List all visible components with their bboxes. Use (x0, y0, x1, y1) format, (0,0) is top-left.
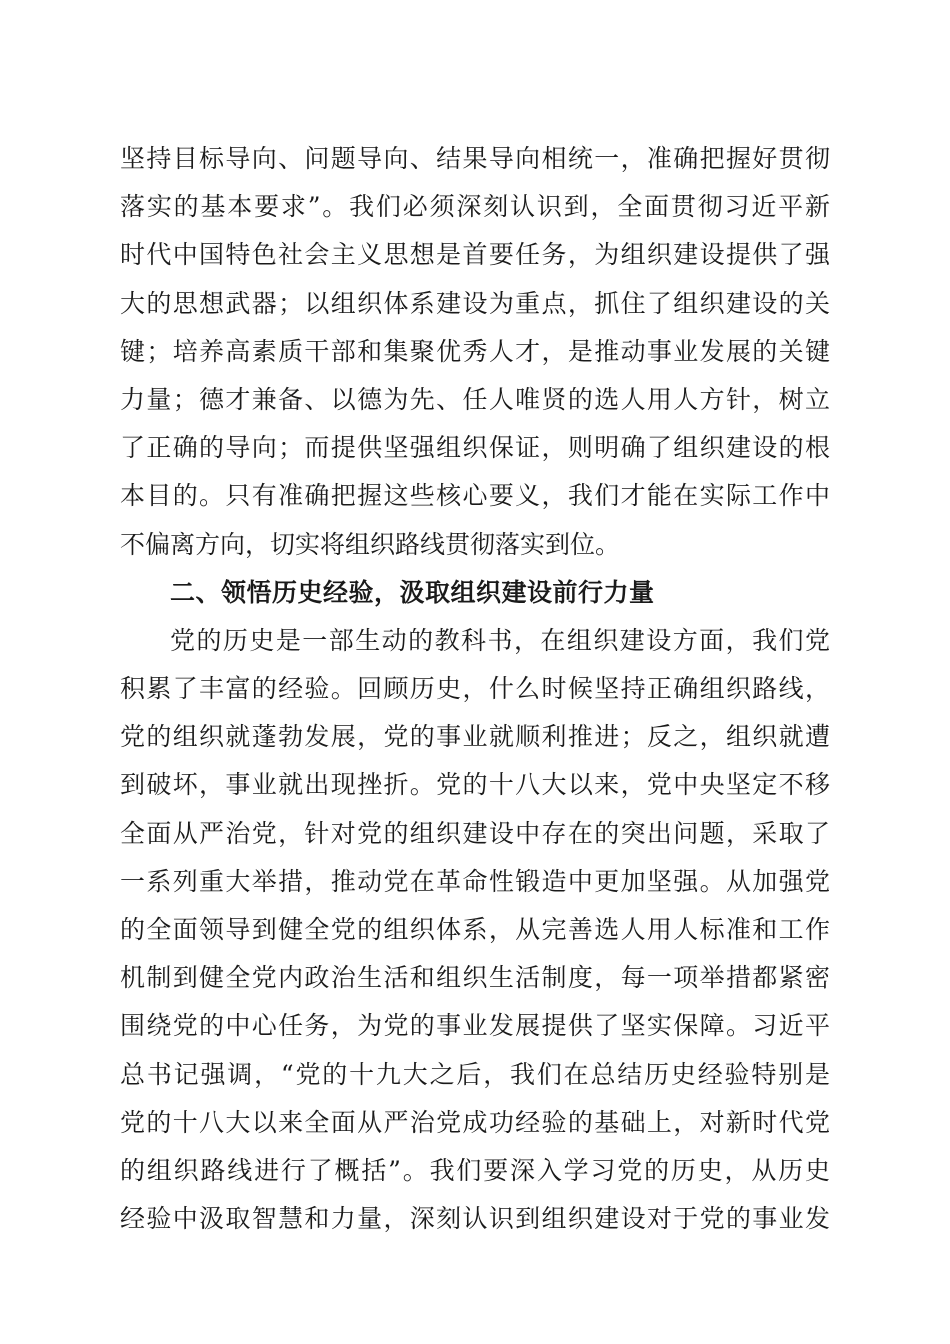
paragraph-line: 了正确的导向；而提供坚强组织保证，则明确了组织建设的根 (120, 433, 830, 463)
paragraph-line: 不偏离方向，切实将组织路线贯彻落实到位。 (120, 529, 621, 559)
paragraph-line: 总书记强调，“党的十九大之后，我们在总结历史经验特别是 (120, 1059, 830, 1089)
paragraph-line: 到破坏，事业就出现挫折。党的十八大以来，党中央坚定不移 (120, 770, 830, 800)
paragraph-line: 围绕党的中心任务，为党的事业发展提供了坚实保障。习近平 (120, 1011, 830, 1041)
paragraph-line: 全面从严治党，针对党的组织建设中存在的突出问题，采取了 (120, 818, 830, 848)
document-body (120, 135, 830, 1243)
section-heading: 二、领悟历史经验，汲取组织建设前行力量 (170, 577, 655, 607)
paragraph-line: 积累了丰富的经验。回顾历史，什么时候坚持正确组织路线， (120, 674, 830, 704)
paragraph-line: 时代中国特色社会主义思想是首要任务，为组织建设提供了强 (120, 240, 830, 270)
paragraph-line: 机制到健全党内政治生活和组织生活制度，每一项举措都紧密 (120, 963, 830, 993)
paragraph-line: 党的十八大以来全面从严治党成功经验的基础上，对新时代党 (120, 1107, 830, 1137)
paragraph-line: 力量；德才兼备、以德为先、任人唯贤的选人用人方针，树立 (120, 384, 830, 414)
paragraph-line: 的全面领导到健全党的组织体系，从完善选人用人标准和工作 (120, 915, 830, 944)
paragraph-line: 的组织路线进行了概括”。我们要深入学习党的历史，从历史 (120, 1155, 830, 1185)
paragraph-line: 本目的。只有准确把握这些核心要义，我们才能在实际工作中 (120, 481, 830, 511)
paragraph-line: 大的思想武器；以组织体系建设为重点，抓住了组织建设的关 (120, 288, 830, 318)
paragraph-line: 一系列重大举措，推动党在革命性锻造中更加坚强。从加强党 (120, 866, 830, 896)
paragraph-line: 经验中汲取智慧和力量，深刻认识到组织建设对于党的事业发 (120, 1204, 830, 1234)
paragraph-line: 落实的基本要求”。我们必须深刻认识到，全面贯彻习近平新 (120, 192, 830, 222)
paragraph-line: 党的历史是一部生动的教科书，在组织建设方面，我们党 (170, 625, 830, 655)
paragraph-line: 键；培养高素质干部和集聚优秀人才，是推动事业发展的关键 (120, 336, 830, 366)
paragraph-line: 党的组织就蓬勃发展，党的事业就顺利推进；反之，组织就遭 (120, 722, 830, 752)
paragraph-line: 坚持目标导向、问题导向、结果导向相统一，准确把握好贯彻 (120, 144, 830, 173)
